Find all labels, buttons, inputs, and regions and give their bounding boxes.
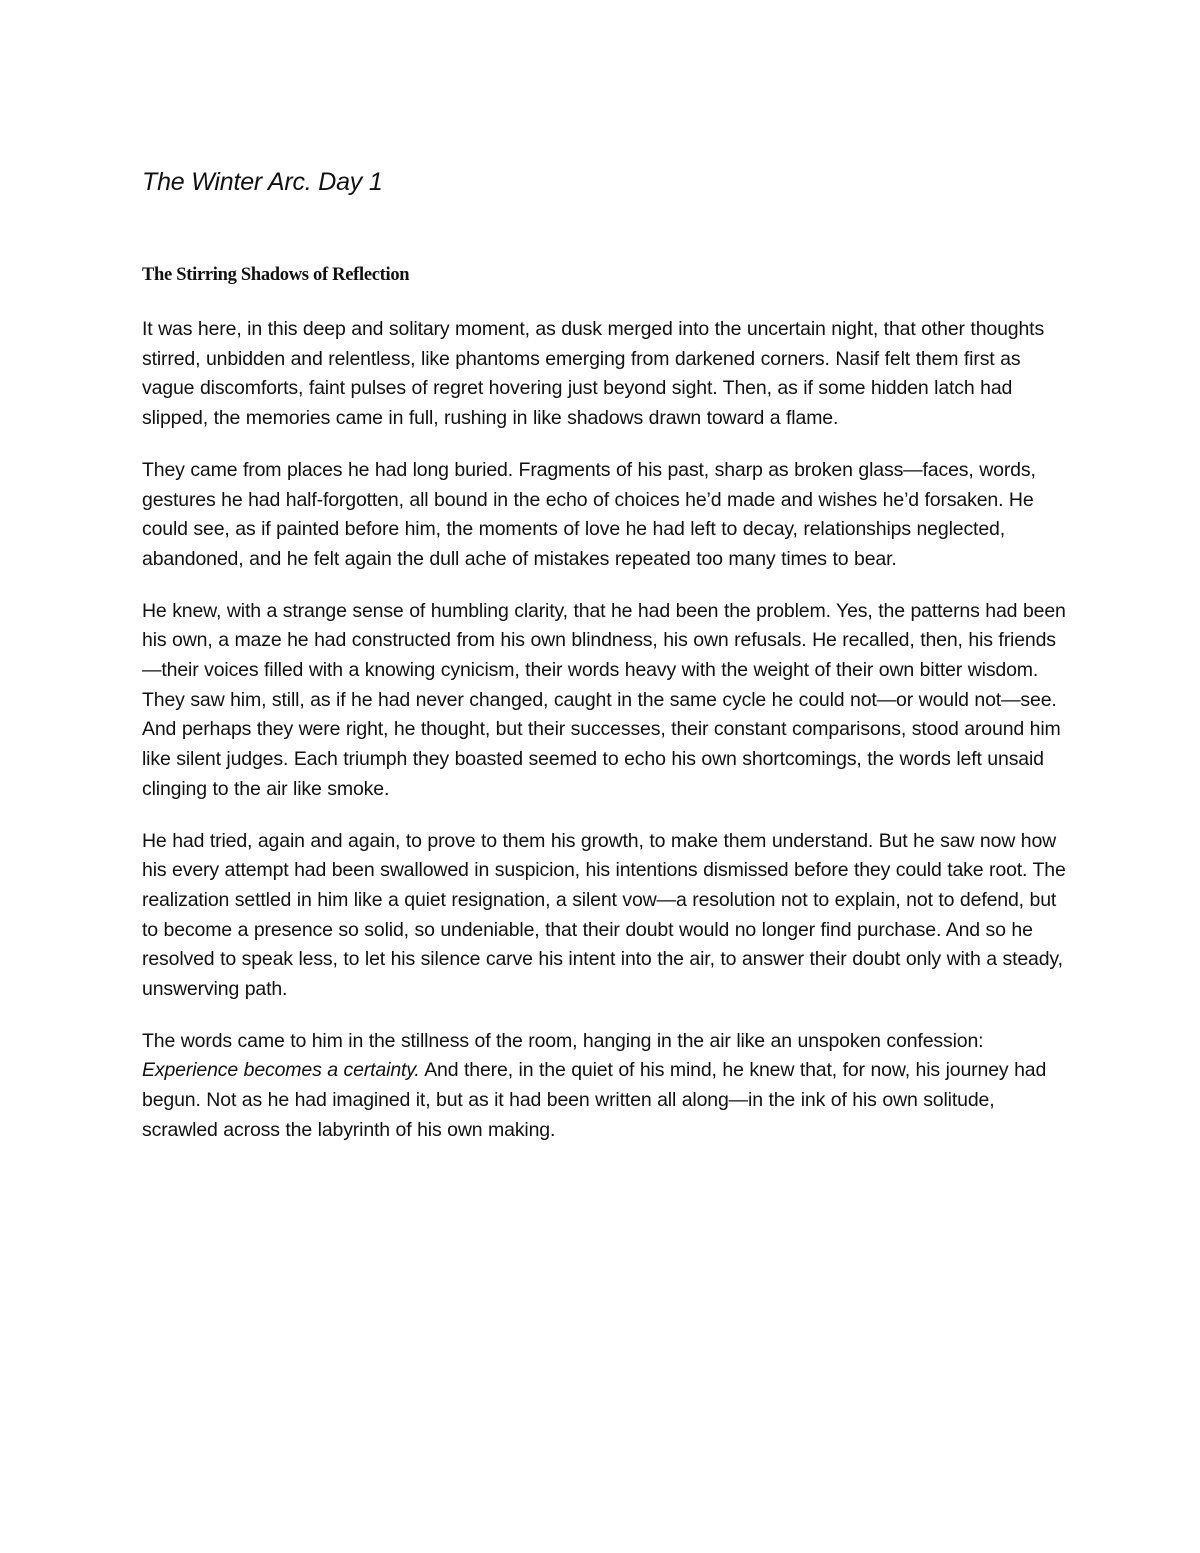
document-title: The Winter Arc. Day 1 (142, 168, 383, 196)
paragraph-5 (142, 1027, 1067, 1146)
paragraph-3: He knew, with a strange sense of humbling clarity, that he had been the problem. Yes, the patterns had been his own, a maze he had constructed from his own blindness, his own refusals. He recalled, then, his friends—their voices filled with a knowing cynicism, their words heavy with the weight of their own bitter wisdom. They saw him, still, as if he had never changed, caught in the same cycle he could not—or would not—see. And perhaps they were right, he thought, but their successes, their constant comparisons, stood around him like silent judges. Each triumph they boasted seemed to echo his own shortcomings, the words left unsaid clinging to the air like smoke. (142, 599, 1066, 800)
paragraph-5-emphasis: Experience becomes a certainty. (142, 1059, 420, 1082)
section-heading: The Stirring Shadows of Reflection (142, 265, 410, 285)
document-body (142, 166, 1067, 1168)
paragraph-1: It was here, in this deep and solitary moment, as dusk merged into the uncertain night, that other thoughts stirred, unbidden and relentless, like phantoms emerging from darkened corners. Nasif felt them first as vague discomforts, faint pulses of regret hovering just beyond sight. Then, as if some hidden latch had slipped, the memories came in full, rushing in like shadows drawn toward a flame. (142, 318, 1045, 430)
paragraph-5-text-after: And there, in the quiet of his mind, he knew that, for now, his journey had begun. Not as he had imagined it, but as it had been written all along—in the ink of his own solitude, scrawled across the labyrinth of his own making. (142, 1059, 1047, 1141)
paragraph-4: He had tried, again and again, to prove to them his growth, to make them understand. But he saw now how his every attempt had been swallowed in suspicion, his intentions dismissed before they could take root. The realization settled in him like a quiet resignation, a silent vow—a resolution not to explain, not to defend, but to become a presence so solid, so undeniable, that their doubt would no longer find purchase. And so he resolved to speak less, to let his silence carve his intent into the air, to answer their doubt only with a steady, unswerving path. (142, 829, 1066, 1001)
paragraph-5-text-before: The words came to him in the stillness of the room, hanging in the air like an unspoken confession: (142, 1029, 984, 1052)
paragraph-2: They came from places he had long buried. Fragments of his past, sharp as broken glass—faces, words, gestures he had half-forgotten, all bound in the echo of choices he’d made and wishes he’d forsaken. He could see, as if painted before him, the moments of love he had left to decay, relationships neglected, abandoned, and he felt again the dull ache of mistakes repeated too many times to bear. (142, 458, 1036, 570)
